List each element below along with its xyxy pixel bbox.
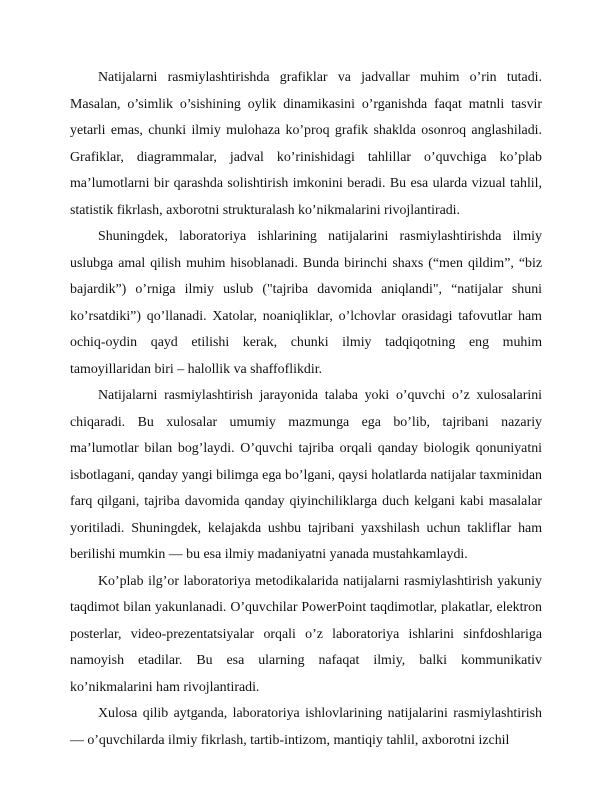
paragraph: Natijalarni rasmiylashtirish jarayonida talaba yoki o’quvchi o’z xulosalarini chiqaradi. Bu xulosalar umumiy mazmunga ega bo’lib, tajribani nazariy ma’lumotlar bilan bog’laydi. O’quvchi tajriba orqali qanday biologik qonuniyatni isbotlagani, qanday yangi bilimga ega bo’lgani, qaysi holatlarda natijalar taxminidan farq qilgani, tajriba davomida qanday qiyinchiliklarga duch kelgani kabi masalalar yoritiladi. Shuningdek, kelajakda ushbu tajribani yaxshilash uchun takliflar ham berilishi mumkin — bu esa ilmiy madaniyatni yanada mustahkamlaydi.	[70, 388, 542, 562]
paragraph: Natijalarni rasmiylashtirishda grafiklar va jadvallar muhim o’rin tutadi. Masalan, o’simlik o’sishining oylik dinamikasini o’rganishda faqat matnli tasvir yetarli emas, chunki ilmiy mulohaza ko’proq grafik shaklda osonroq anglashiladi. Grafiklar, diagrammalar, jadval ko’rinishidagi tahlillar o’quvchiga ko’plab ma’lumotlarni bir qarashda solishtirish imkonini beradi. Bu esa ularda vizual tahlil, statistik fikrlash, axborotni strukturalash ko’nikmalarini rivojlantiradi.	[70, 70, 542, 218]
document-body	[70, 65, 542, 754]
paragraph: Xulosa qilib aytganda, laboratoriya ishlovlarining natijalarini rasmiylashtirish — o’quvchilarda ilmiy fikrlash, tartib-intizom, mantiqiy tahlil, axborotni izchil	[70, 706, 542, 748]
paragraph: Ko’plab ilg’or laboratoriya metodikalarida natijalarni rasmiylashtirish yakuniy taqdimot bilan yakunlanadi. O’quvchilar PowerPoint taqdimotlar, plakatlar, elektron posterlar, video-prezentatsiyalar orqali o’z laboratoriya ishlarini sinfdoshlariga namoyish etadilar. Bu esa ularning nafaqat ilmiy, balki kommunikativ ko’nikmalarini ham rivojlantiradi.	[70, 573, 542, 695]
paragraph: Shuningdek, laboratoriya ishlarining natijalarini rasmiylashtirishda ilmiy uslubga amal qilish muhim hisoblanadi. Bunda birinchi shaxs (“men qildim”, “biz bajardik”) o’rniga ilmiy uslub ("tajriba davomida aniqlandi", “natijalar shuni ko’rsatdiki”) qo’llanadi. Xatolar, noaniqliklar, o’lchovlar orasidagi tafovutlar ham ochiq-oydin qayd etilishi kerak, chunki ilmiy tadqiqotning eng muhim tamoyillaridan biri – halollik va shaffoflikdir.	[70, 229, 542, 377]
